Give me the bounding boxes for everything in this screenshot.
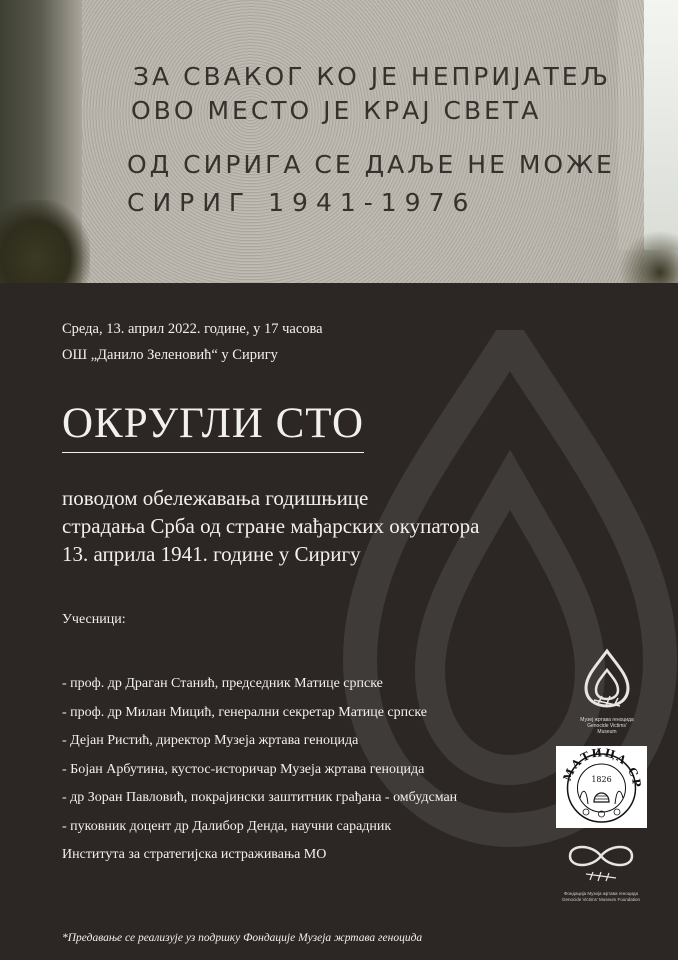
museum-caption-1: Музеј жртава геноцида: [580, 717, 634, 723]
participant-item: - Дејан Ристић, директор Музеја жртава геноцида: [62, 733, 359, 748]
inscription-line-3: ОД СИРИГА СЕ ДАЉЕ НЕ МОЖЕ: [127, 150, 615, 179]
inscription-line-2: ОВО МЕСТО ЈЕ КРАЈ СВЕТА: [131, 96, 542, 125]
museum-caption-2: Genocide Victims' Museum: [587, 723, 627, 735]
stone-inscription: [0, 0, 678, 283]
foundation-caption-1: Фондација Музеја жртава геноцида: [564, 891, 638, 896]
matica-year: 1826: [591, 775, 612, 784]
matica-seal-icon: [556, 746, 647, 828]
page-title: ОКРУГЛИ СТО: [62, 398, 364, 453]
event-location: ОШ „Данило Зеленовић“ у Сиригу: [62, 347, 278, 363]
participants-heading: Учесници:: [62, 612, 126, 627]
event-subtitle: [62, 484, 479, 568]
foundation-caption-2: Genocide Victims' Museum Foundation: [561, 897, 641, 902]
monument-photo: [0, 0, 678, 283]
participant-item: - Бојан Арбутина, кустос-историчар Музеја жртава геноцида: [62, 761, 425, 777]
subtitle-line-1: поводом обележавања годишњице: [62, 486, 369, 510]
museum-flame-icon: [578, 648, 636, 712]
infinity-flame-icon: [560, 838, 642, 886]
subtitle-line-3: 13. априла 1941. године у Сиригу: [62, 542, 361, 566]
participant-item: - проф. др Милан Мицић, генерални секретар Матице српске: [62, 704, 428, 720]
participants-list: [62, 670, 457, 870]
matica-srpska-logo: [556, 746, 647, 828]
event-date: Среда, 13. април 2022. године, у 17 часова: [62, 321, 323, 337]
footnote: *Предавање се реализује уз подршку Фондације Музеја жртава геноцида: [62, 932, 423, 944]
participant-item: - проф. др Драган Станић, председник Матице српске: [62, 676, 383, 691]
participant-item: - пуковник доцент др Далибор Денда, научни сарадник: [62, 818, 392, 834]
inscription-line-4: СИРИГ 1941-1976: [127, 188, 477, 217]
foundation-logo: [560, 838, 642, 908]
museum-logo: [578, 648, 636, 738]
subtitle-line-2: страдања Срба од стране мађарских окупатора: [62, 514, 480, 538]
inscription-line-1: ЗА СВАКОГ КО ЈЕ НЕПРИЈАТЕЉ: [133, 62, 611, 91]
event-info: [62, 316, 323, 368]
participant-item: - др Зоран Павловић, покрајински заштитник грађана - омбудсман: [62, 790, 458, 805]
matica-arc-text: МАТИЦА СР: [560, 746, 644, 790]
participant-item: Института за стратегијска истраживања МО: [62, 847, 327, 862]
